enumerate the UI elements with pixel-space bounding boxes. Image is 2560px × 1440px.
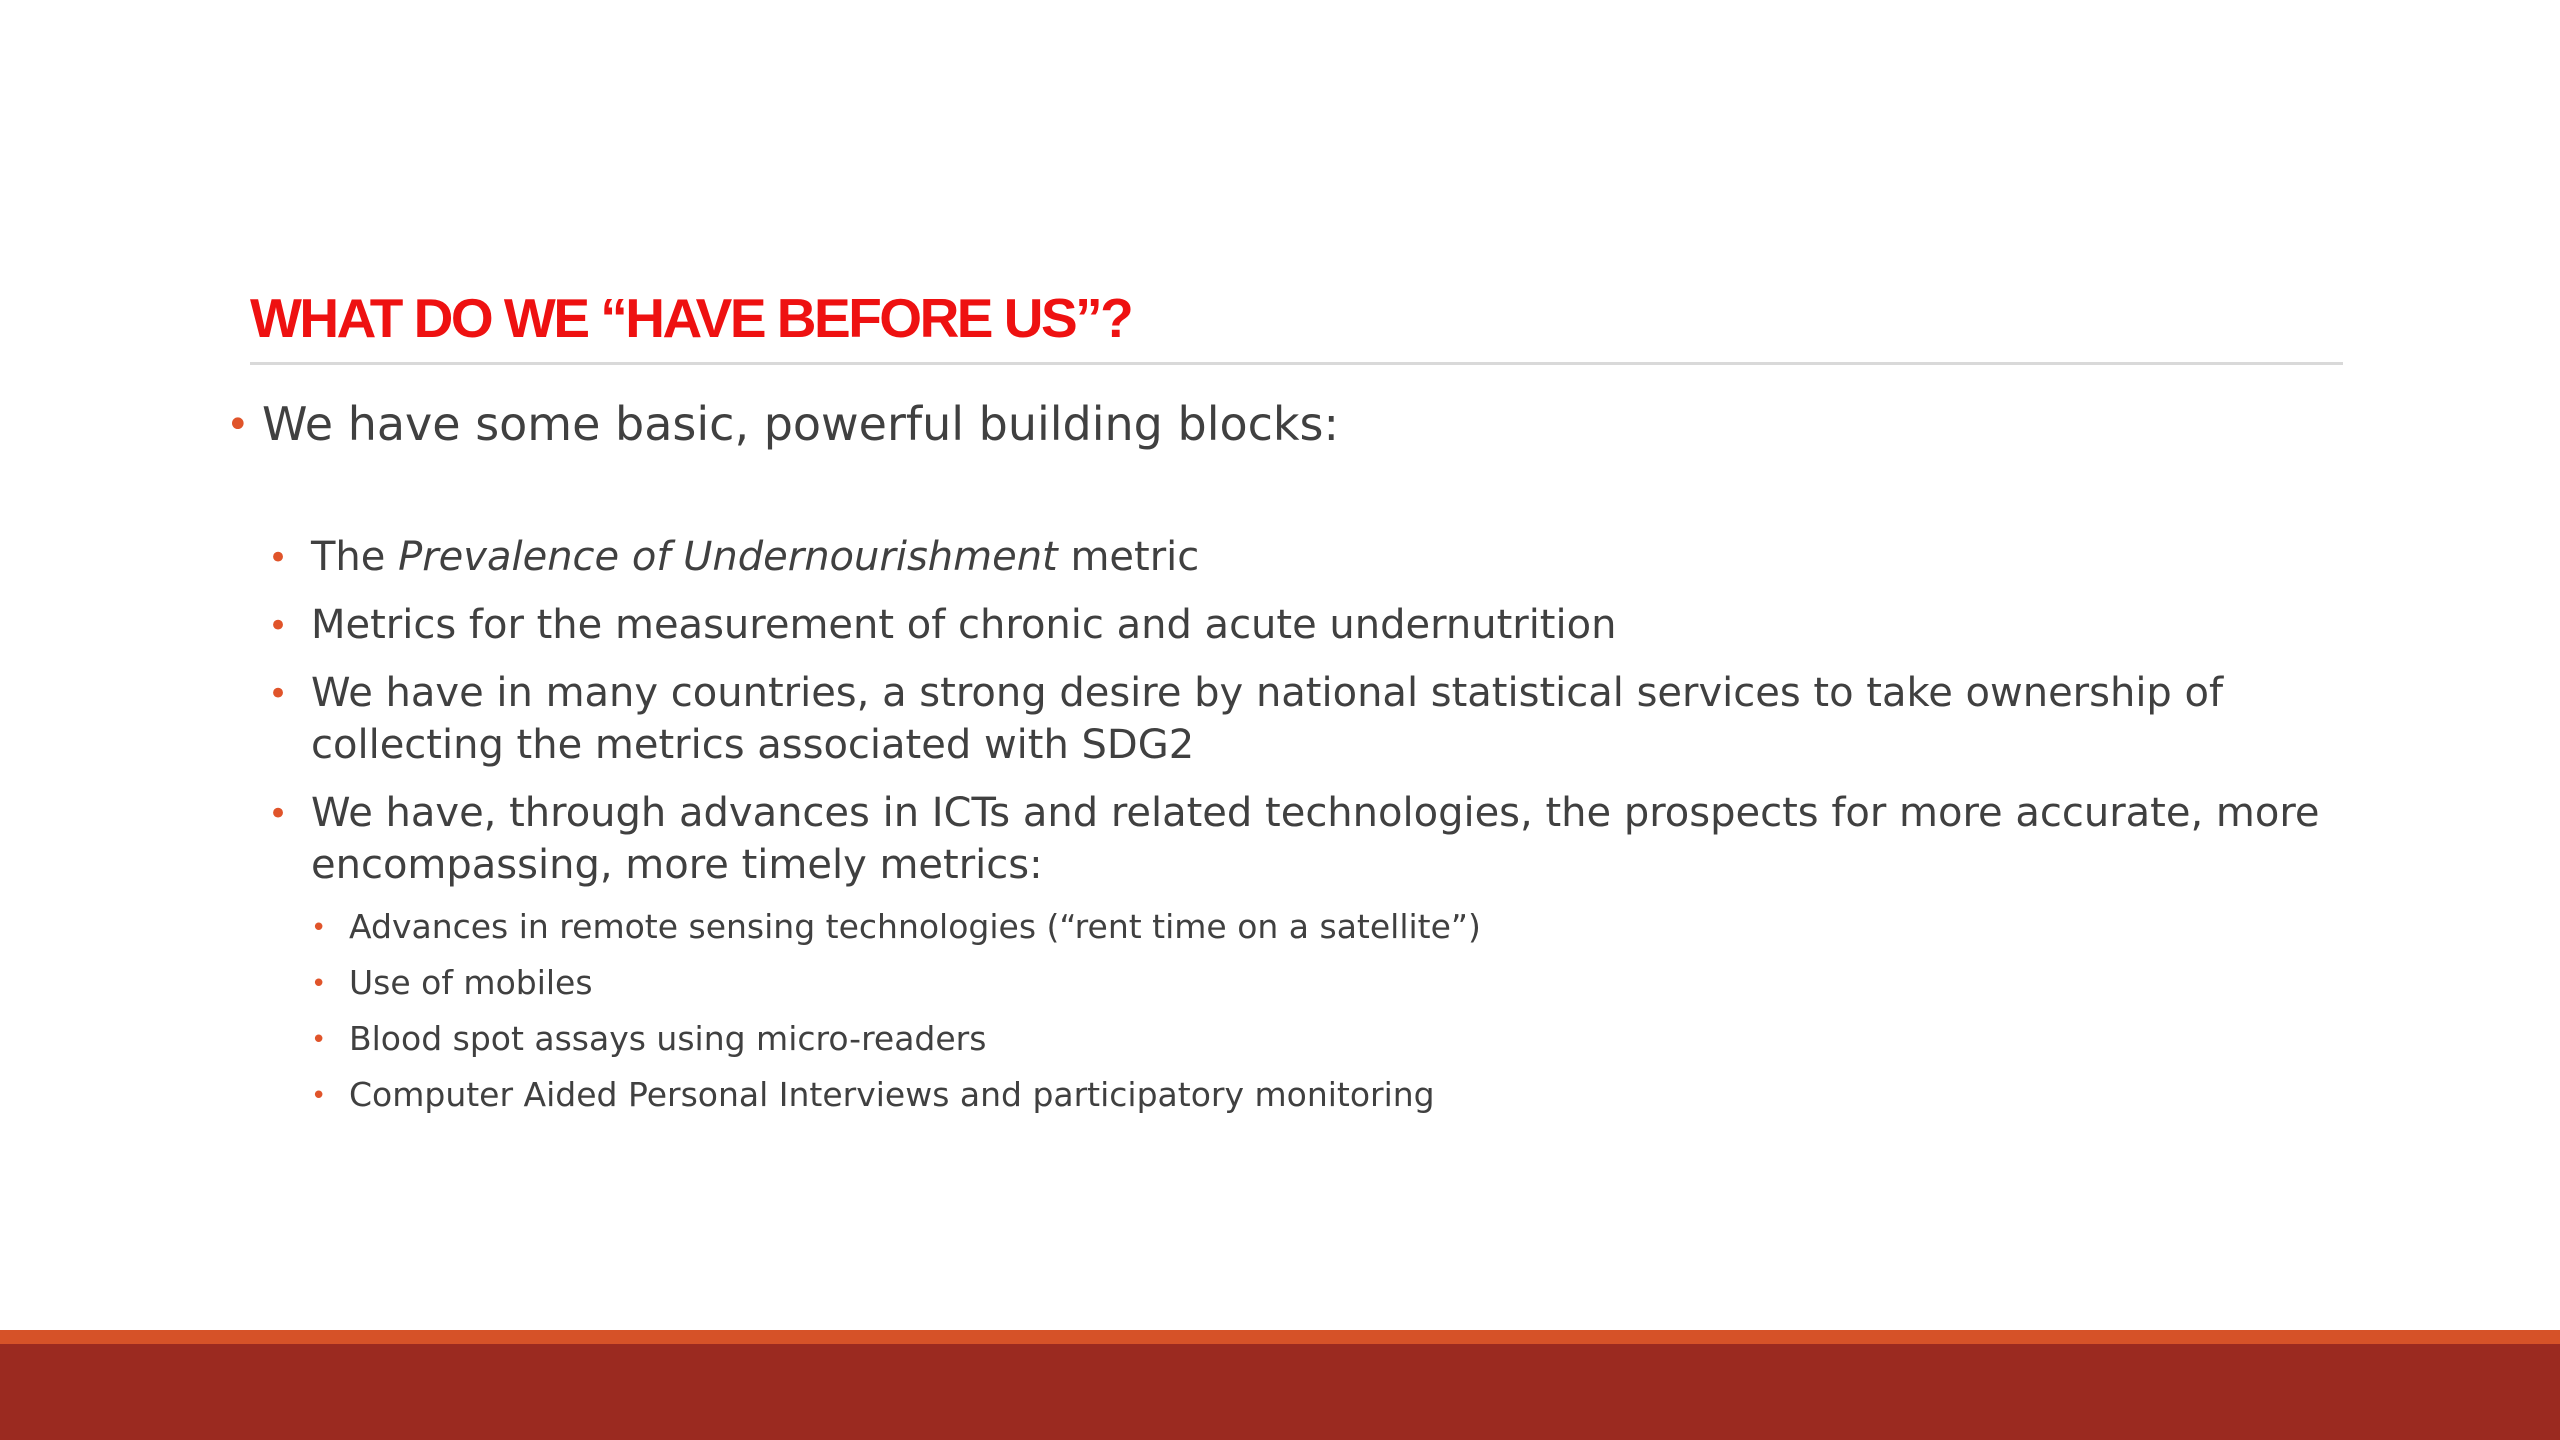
bullet-marker: •: [226, 402, 250, 448]
bullet-marker: •: [311, 1025, 327, 1055]
bullet-text-prefix: The: [311, 534, 399, 580]
bullet-text: [311, 531, 1199, 583]
bullet-marker: •: [268, 674, 289, 714]
bullet-text: Use of mobiles: [349, 963, 593, 1002]
bullet-marker: •: [268, 606, 289, 646]
bullet-text: Blood spot assays using micro-readers: [349, 1019, 987, 1058]
bullet-text: We have some basic, powerful building blocks:: [262, 397, 1340, 451]
bullet-text-emphasis: Prevalence of Undernourishment: [398, 534, 1058, 580]
bullet-text-line-2: collecting the metrics associated with SDG2: [311, 722, 1195, 768]
bullet-text-line-2: encompassing, more timely metrics:: [311, 842, 1043, 888]
bullet-text: Advances in remote sensing technologies (“rent time on a satellite”): [349, 907, 1481, 946]
bullet-marker: •: [268, 538, 289, 578]
bullet-marker: •: [311, 1081, 327, 1111]
bullet-text-line-1: We have in many countries, a strong desire by national statistical services to take ownership of: [311, 670, 2224, 716]
footer-accent-stripe: [0, 1330, 2560, 1344]
footer-band: [0, 1344, 2560, 1440]
bullet-marker: •: [311, 969, 327, 999]
bullet-text-suffix: metric: [1057, 534, 1200, 580]
bullet-marker: •: [311, 913, 327, 943]
bullet-text: Metrics for the measurement of chronic and acute undernutrition: [311, 602, 1617, 648]
bullet-marker: •: [268, 794, 289, 834]
slide-title: WHAT DO WE “HAVE BEFORE US”?: [250, 287, 1132, 349]
bullet-text: Computer Aided Personal Interviews and participatory monitoring: [349, 1075, 1435, 1114]
bullet-text-line-1: We have, through advances in ICTs and related technologies, the prospects for more accurate, more: [311, 790, 2320, 836]
